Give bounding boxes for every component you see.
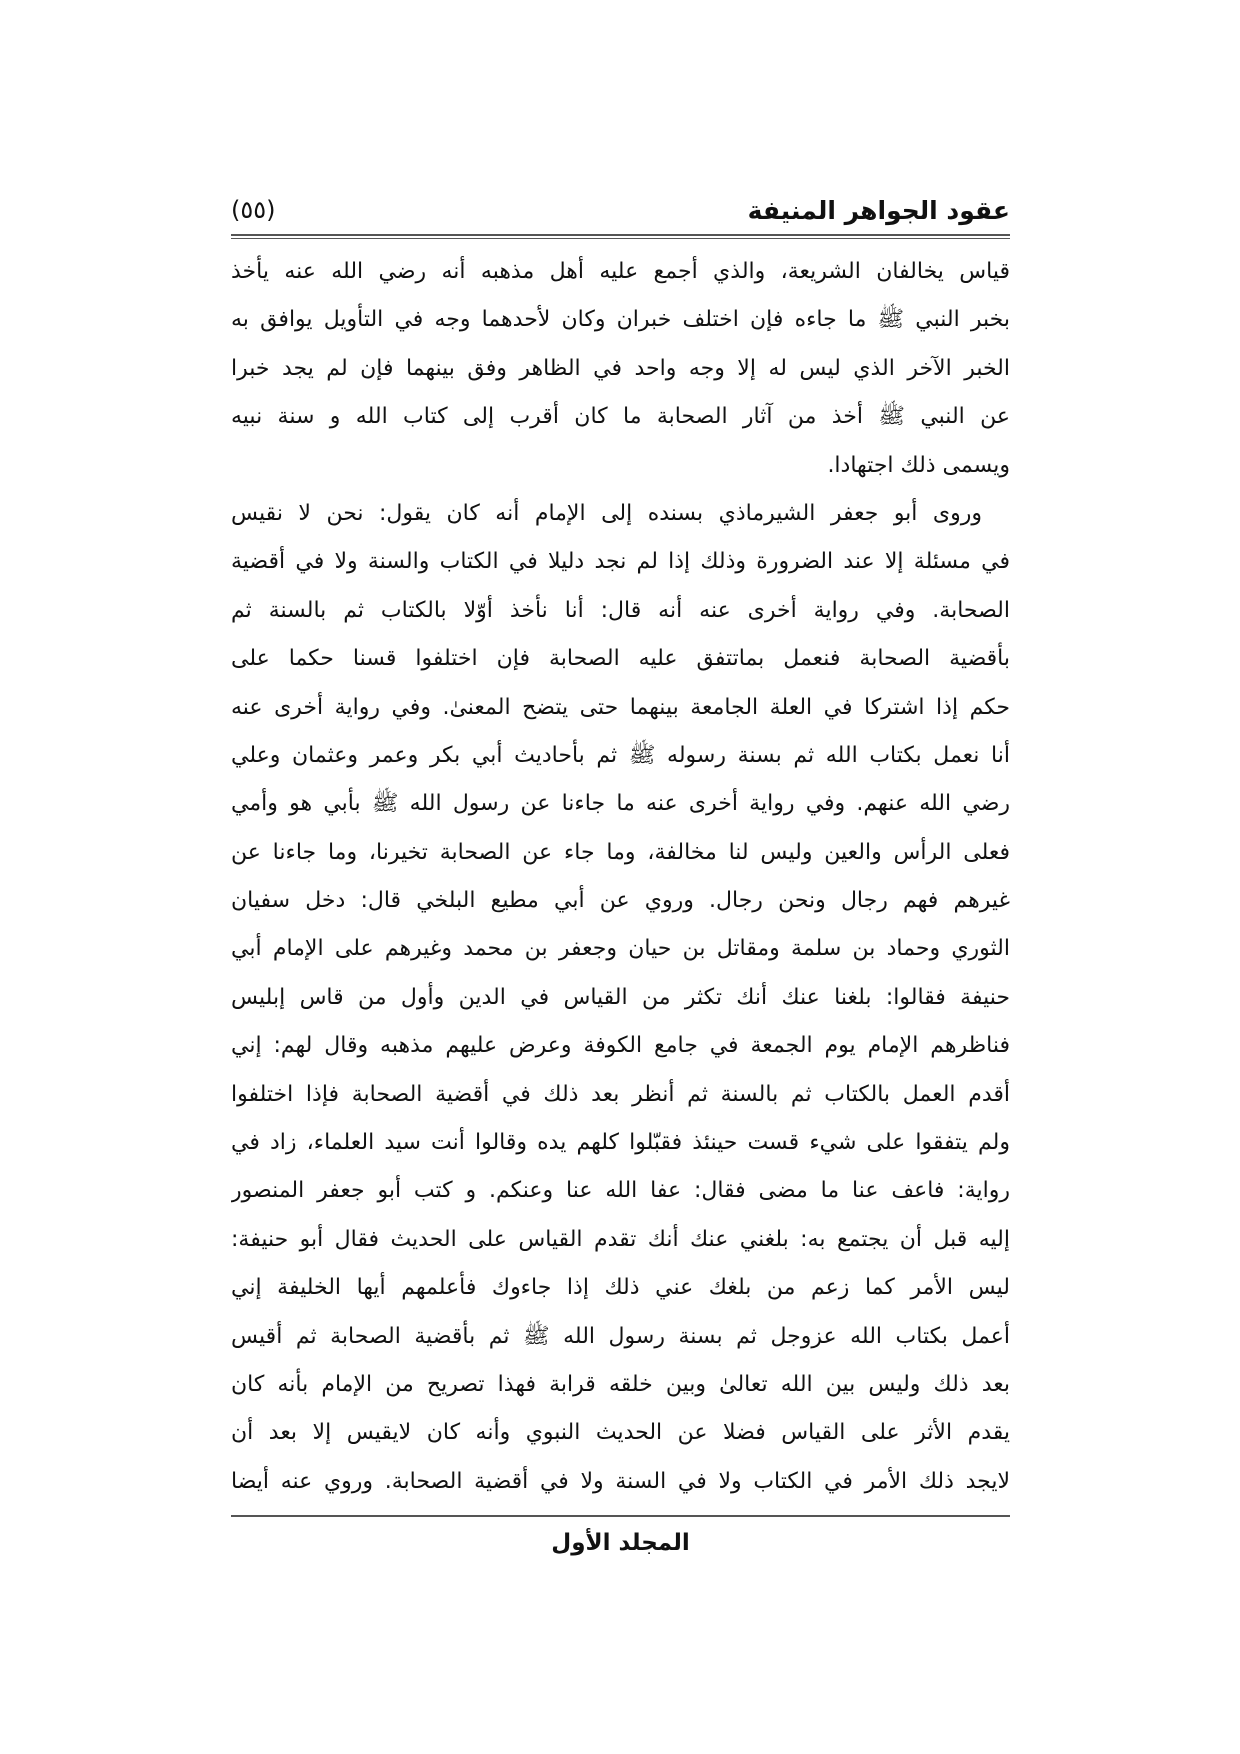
text-line: قياس يخالفان الشريعة، والذي أجمع عليه أهل مذهبه أنه رضي الله عنه يأخذ xyxy=(231,259,1010,284)
text-line: فناظرهم الإمام يوم الجمعة في جامع الكوفة وعرض عليهم مذهبه وقال لهم: إني xyxy=(231,1033,1010,1059)
text-line: بأقضية الصحابة فنعمل بماتتفق عليه الصحابة فإن اختلفوا قسنا حكما على xyxy=(231,646,1010,672)
text-line: إليه قبل أن يجتمع به: بلغني عنك أنك تقدم القياس على الحديث فقال أبو حنيفة: xyxy=(231,1226,1010,1252)
text-line: الصحابة. وفي رواية أخرى عنه أنه قال: أنا نأخذ أوّلا بالكتاب ثم بالسنة ثم xyxy=(231,597,1010,623)
page-body xyxy=(231,248,1010,1506)
text-line: في مسئلة إلا عند الضرورة وذلك إذا لم نجد دليلا في الكتاب والسنة ولا في أقضية xyxy=(231,549,1010,575)
text-line: لايجد ذلك الأمر في الكتاب ولا في السنة ولا في أقضية الصحابة. وروي عنه أيضا xyxy=(231,1468,1010,1494)
text-line: فعلى الرأس والعين وليس لنا مخالفة، وما جاء عن الصحابة تخيرنا، وما جاءنا عن xyxy=(231,839,1010,865)
footer-divider xyxy=(231,1515,1010,1517)
text-line: ليس الأمر كما زعم من بلغك عني ذلك إذا جاءوك فأعلمهم أيها الخليفة إني xyxy=(231,1275,1010,1301)
header-divider xyxy=(231,234,1010,239)
text-line: ولم يتفقوا على شيء قست حينئذ فقبّلوا كلهم يده وقالوا أنت سيد العلماء، زاد في xyxy=(231,1130,1010,1156)
text-line: أنا نعمل بكتاب الله ثم بسنة رسوله ﷺ ثم بأحاديث أبي بكر وعمر وعثمان وعلي xyxy=(231,742,1010,768)
page-number: (٥٥) xyxy=(231,196,276,224)
text-line: بعد ذلك وليس بين الله تعالىٰ وبين خلقه قرابة فهذا تصريح من الإمام بأنه كان xyxy=(231,1371,1010,1397)
book-title: عقود الجواهر المنيفة xyxy=(747,195,1010,225)
text-line: رواية: فاعف عنا ما مضى فقال: عفا الله عنا وعنكم. و كتب أبو جعفر المنصور xyxy=(231,1178,1010,1204)
paragraph xyxy=(231,490,1010,1506)
text-line: أقدم العمل بالكتاب ثم بالسنة ثم أنظر بعد ذلك في أقضية الصحابة فإذا اختلفوا xyxy=(231,1081,1010,1107)
paragraph xyxy=(231,248,1010,490)
text-line: بخبر النبي ﷺ ما جاءه فإن اختلف خبران وكان لأحدهما وجه في التأويل يوافق به xyxy=(231,307,1010,333)
running-header xyxy=(231,188,1010,232)
text-line: رضي الله عنهم. وفي رواية أخرى عنه ما جاءنا عن رسول الله ﷺ بأبي هو وأمي xyxy=(231,791,1010,817)
volume-label: المجلد الأول xyxy=(551,1530,690,1556)
text-line: أعمل بكتاب الله عزوجل ثم بسنة رسول الله ﷺ ثم بأقضية الصحابة ثم أقيس xyxy=(231,1323,1010,1349)
text-line: يقدم الأثر على القياس فضلا عن الحديث النبوي وأنه كان لايقيس إلا بعد أن xyxy=(231,1420,1010,1446)
text-line: عن النبي ﷺ أخذ من آثار الصحابة ما كان أقرب إلى كتاب الله و سنة نبيه xyxy=(231,404,1010,430)
text-line: حنيفة فقالوا: بلغنا عنك أنك تكثر من القياس في الدين وأول من قاس إبليس xyxy=(231,984,1010,1010)
text-line: الخبر الآخر الذي ليس له إلا وجه واحد في الظاهر وفق بينهما فإن لم يجد خبرا xyxy=(231,355,1010,381)
text-line: حكم إذا اشتركا في العلة الجامعة بينهما حتى يتضح المعنىٰ. وفي رواية أخرى عنه xyxy=(231,694,1010,720)
text-line: غيرهم فهم رجال ونحن رجال. وروي عن أبي مطيع البلخي قال: دخل سفيان xyxy=(231,888,1010,914)
text-line: الثوري وحماد بن سلمة ومقاتل بن حيان وجعفر بن محمد وغيرهم على الإمام أبي xyxy=(231,936,1010,962)
text-line: وروى أبو جعفر الشيرماذي بسنده إلى الإمام أنه كان يقول: نحن لا نقيس xyxy=(231,500,982,526)
text-line: ويسمى ذلك اجتهادا. xyxy=(827,452,1010,478)
